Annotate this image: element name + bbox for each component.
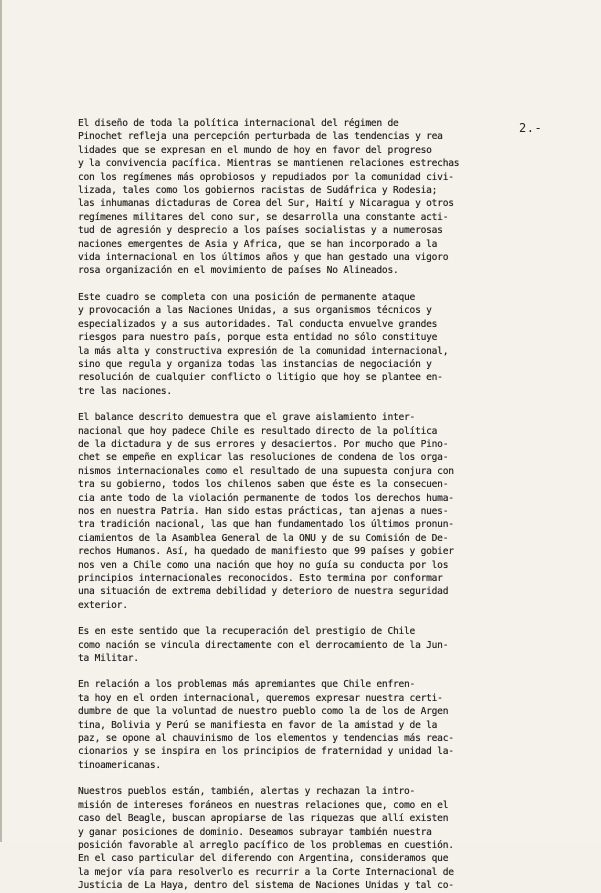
text-line: con los regímenes más oprobiosos y repudiados por la comunidad civi- <box>78 171 454 183</box>
text-line: tud de agresión y desprecio a los países socialistas y a numerosas <box>78 225 443 237</box>
page-number: 2.- <box>519 121 543 135</box>
paragraph-spacer <box>78 772 559 785</box>
text-line: la más alta y constructiva expresión de la comunidad internacional, <box>78 345 449 357</box>
text-line: En el caso particular del diferendo con Argentina, consideramos que <box>78 853 449 865</box>
text-line: El balance descrito demuestra que el grave aislamiento inter- <box>78 412 416 424</box>
text-line: rosa organización en el movimiento de países No Alineados. <box>78 265 399 277</box>
text-line: riesgos para nuestro país, porque esta entidad no sólo constituye <box>78 332 438 344</box>
text-line: Pinochet refleja una percepción perturbada de las tendencias y rea <box>78 131 443 143</box>
text-line: Es en este sentido que la recuperación del prestigio de Chile <box>78 626 416 638</box>
text-line: regímenes militares del cono sur, se desarrolla una constante acti- <box>78 211 449 223</box>
text-line: como nación se vincula directamente con el derrocamiento de la Jun- <box>78 639 449 651</box>
text-line: vida internacional en los últimos años y que han gestado una vigoro <box>78 252 449 264</box>
text-line: ta hoy en el orden internacional, queremos expresar nuestra certi- <box>78 692 443 704</box>
paragraph-spacer <box>78 278 559 291</box>
text-line: posición favorable al arreglo pacífico de los problemas en cuestión. <box>78 839 454 851</box>
text-line: exterior. <box>78 599 128 611</box>
text-line: misión de intereses foráneos en nuestras relaciones que, como en el <box>78 799 449 811</box>
document-body <box>78 117 559 893</box>
text-line: dumbre de que la voluntad de nuestro pueblo como la de los de Argen <box>78 706 449 718</box>
text-line: las inhumanas dictaduras de Corea del Sur, Haití y Nicaragua y otros <box>78 198 454 210</box>
text-line: cia ante todo de la violación permanente de todos los derechos huma- <box>78 492 454 504</box>
paragraph-spacer <box>78 612 559 625</box>
paragraph <box>78 291 559 398</box>
text-line: Nuestros pueblos están, también, alertas y rechazan la intro- <box>78 786 416 798</box>
text-line: En relación a los problemas más apremiantes que Chile enfren- <box>78 679 416 691</box>
text-line: Justicia de La Haya, dentro del sistema de Naciones Unidas y tal co- <box>78 880 454 892</box>
text-line: sino que regula y organiza todas las instancias de negociación y <box>78 358 432 370</box>
text-line: nacional que hoy padece Chile es resultado directo de la política <box>78 425 438 437</box>
text-line: de la dictadura y de sus errores y desaciertos. Por mucho que Pino- <box>78 438 449 450</box>
text-line: especializados y a sus autoridades. Tal conducta envuelve grandes <box>78 318 438 330</box>
text-line: tinoamericanas. <box>78 759 161 771</box>
paragraph-spacer <box>78 665 559 678</box>
text-line: una situación de extrema debilidad y deterioro de nuestra seguridad <box>78 586 449 598</box>
paragraph <box>78 625 559 665</box>
text-line: y ganar posiciones de dominio. Deseamos subrayar también nuestra <box>78 826 432 838</box>
paragraph <box>78 411 559 612</box>
text-line: tra tradición nacional, las que han fundamentado los últimos pronun- <box>78 519 454 531</box>
text-line: ta Militar. <box>78 653 139 665</box>
page-edge-shadow <box>0 0 2 842</box>
text-line: chet se empeñe en explicar las resoluciones de condena de los orga- <box>78 452 449 464</box>
text-line: El diseño de toda la política internacional del régimen de <box>78 118 399 129</box>
text-line: nismos internacionales como el resultado de una supuesta conjura con <box>78 465 454 477</box>
text-line: tra su gobierno, todos los chilenos saben que éste es la consecuen- <box>78 479 449 491</box>
text-line: tina, Bolivia y Perú se manifiesta en favor de la amistad y de la <box>78 719 438 731</box>
text-line: caso del Beagle, buscan apropiarse de las riquezas que allí existen <box>78 813 449 825</box>
text-line: cionarios y se inspira en los principios de fraternidad y unidad la- <box>78 746 454 758</box>
text-line: resolución de cualquier conflicto o litigio que hoy se plantee en- <box>78 372 443 384</box>
text-line: rechos Humanos. Así, ha quedado de manifiesto que 99 países y gobier <box>78 546 454 558</box>
paragraph <box>78 785 559 892</box>
text-line: tre las naciones. <box>78 385 172 397</box>
text-line: y provocación a las Naciones Unidas, a sus organismos técnicos y <box>78 305 432 317</box>
text-line: Este cuadro se completa con una posición de permanente ataque <box>78 291 416 303</box>
text-line: naciones emergentes de Asia y Africa, que se han incorporado a la <box>78 238 438 250</box>
paragraph <box>78 678 559 772</box>
text-line: nos ven a Chile como una nación que hoy no guía su conducta por los <box>78 559 449 571</box>
text-line: principios internacionales reconocidos. Esto termina por conformar <box>78 573 443 584</box>
paragraph-spacer <box>78 398 559 411</box>
text-line: y la convivencia pacífica. Mientras se mantienen relaciones estrechas <box>78 158 460 170</box>
text-line: lizada, tales como los gobiernos racistas de Sudáfrica y Rodesia; <box>78 185 438 197</box>
text-line: paz, se opone al chauvinismo de los elementos y tendencias más reac- <box>78 733 454 745</box>
text-line: la mejor vía para resolverlo es recurrir a la Corte Internacional de <box>78 866 454 878</box>
paragraph <box>78 117 559 278</box>
text-line: ciamientos de la Asamblea General de la ONU y de su Comisión de De- <box>78 532 449 544</box>
text-line: nos en nuestra Patria. Han sido estas prácticas, tan ajenas a nues- <box>78 505 449 517</box>
text-line: lidades que se expresan en el mundo de hoy en favor del progreso <box>78 144 432 156</box>
